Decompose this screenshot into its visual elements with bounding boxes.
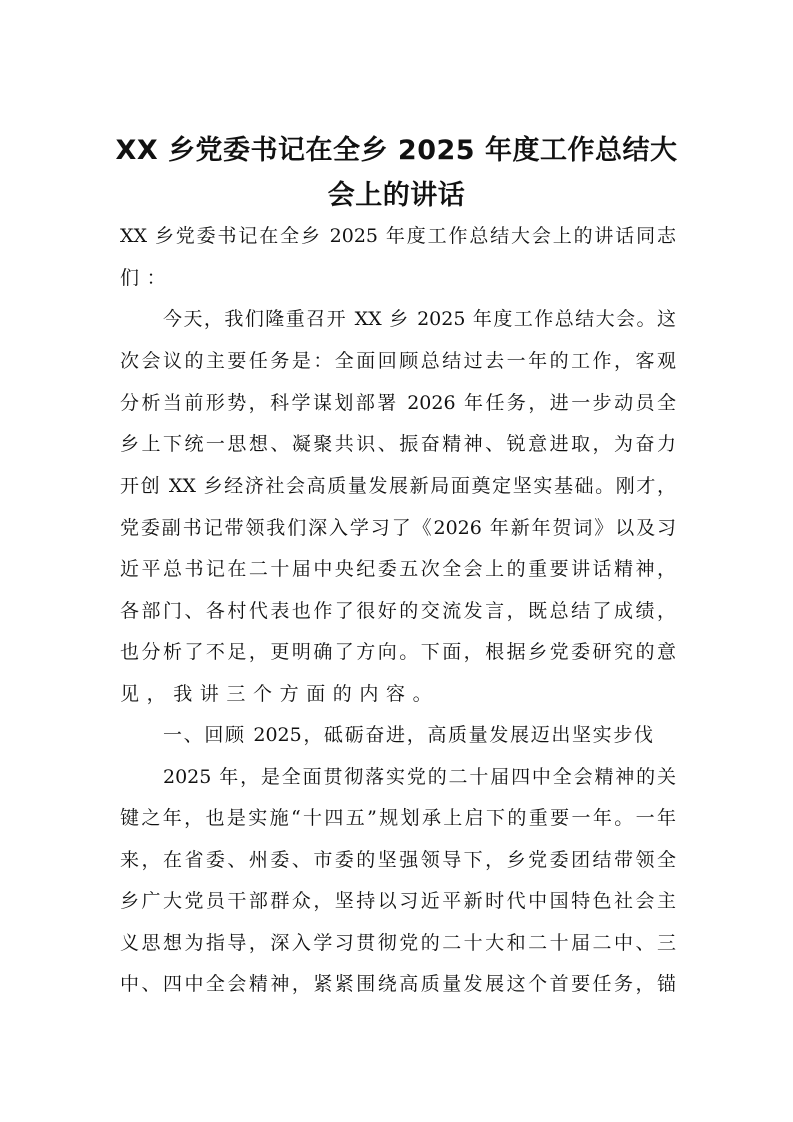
paragraph-line: 中、四中全会精神，紧紧围绕高质量发展这个首要任务，锚 xyxy=(120,973,676,995)
paragraph-line: 义思想为指导，深入学习贯彻党的二十大和二十届二中、三 xyxy=(120,932,676,954)
paragraph-line: 近平总书记在二十届中央纪委五次全会上的重要讲话精神， xyxy=(120,558,676,580)
paragraph-line: 各部门、各村代表也作了很好的交流发言，既总结了成绩， xyxy=(120,600,676,622)
paragraph-line: XX 乡党委书记在全乡 2025 年度工作总结大会上的讲话同志 xyxy=(120,225,676,247)
paragraph-line: 乡上下统一思想、凝聚共识、振奋精神、锐意进取，为奋力 xyxy=(120,433,676,455)
paragraph-line: 也分析了不足，更明确了方向。下面，根据乡党委研究的意 xyxy=(120,641,676,663)
section-heading: 一、回顾 2025，砥砺奋进，高质量发展迈出坚实步伐 xyxy=(163,724,653,746)
title-line-1: XX 乡党委书记在全乡 2025 年度工作总结大 xyxy=(115,135,678,166)
paragraph-line: 们： xyxy=(120,267,174,289)
paragraph-line: 次会议的主要任务是：全面回顾总结过去一年的工作，客观 xyxy=(120,350,676,372)
title-line-2: 会上的讲话 xyxy=(327,180,466,211)
paragraph-line: 见，我讲三个方面的内容。 xyxy=(120,683,440,705)
paragraph-line: 今天，我们隆重召开 XX 乡 2025 年度工作总结大会。这 xyxy=(163,308,676,330)
paragraph-line: 分析当前形势，科学谋划部署 2026 年任务，进一步动员全 xyxy=(120,392,676,414)
paragraph-line: 乡广大党员干部群众，坚持以习近平新时代中国特色社会主 xyxy=(120,890,676,912)
paragraph-line: 开创 XX 乡经济社会高质量发展新局面奠定坚实基础。刚才， xyxy=(120,475,676,497)
paragraph-line: 党委副书记带领我们深入学习了《2026 年新年贺词》以及习 xyxy=(120,517,676,539)
paragraph-line: 2025 年，是全面贯彻落实党的二十届四中全会精神的关 xyxy=(163,766,676,788)
paragraph-line: 键之年，也是实施“十四五”规划承上启下的重要一年。一年 xyxy=(120,807,676,829)
paragraph-line: 来，在省委、州委、市委的坚强领导下，乡党委团结带领全 xyxy=(120,849,676,871)
